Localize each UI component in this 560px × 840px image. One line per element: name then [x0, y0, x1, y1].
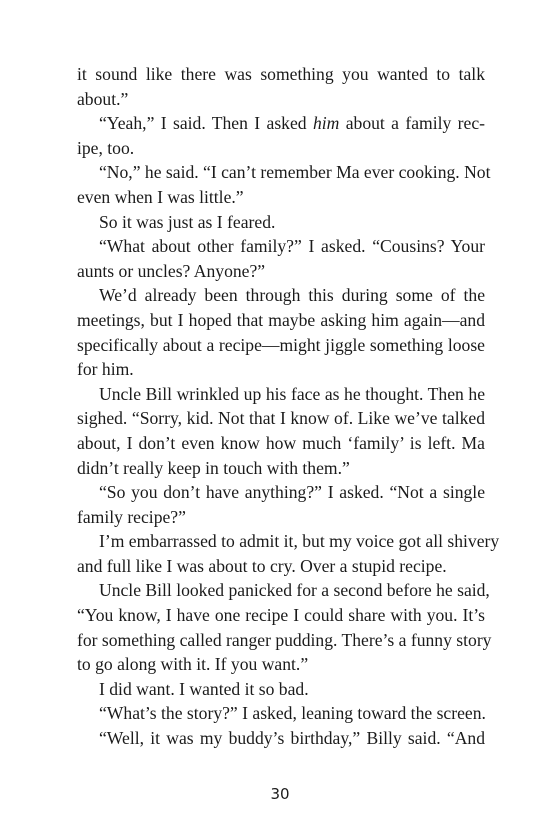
text-line: “What about other family?” I asked. “Cousins? Your: [99, 236, 485, 257]
book-page-body: [77, 62, 500, 751]
text-line: Uncle Bill looked panicked for a second before he said,: [99, 580, 490, 601]
text-line: didn’t really keep in touch with them.”: [77, 457, 350, 478]
text-line: Uncle Bill wrinkled up his face as he thought. Then he: [99, 383, 485, 404]
text-span: about a family rec-: [339, 113, 485, 134]
page-number: 30: [270, 785, 290, 803]
text-line: aunts or uncles? Anyone?”: [77, 260, 266, 281]
text-line: “No,” he said. “I can’t remember Ma ever cooking. Not: [99, 162, 491, 183]
text-line: and full like I was about to cry. Over a stupid recipe.: [77, 555, 447, 576]
text-line: about.”: [77, 88, 129, 109]
text-line: for something called ranger pudding. There’s a funny story: [77, 629, 492, 650]
text-line: sighed. “Sorry, kid. Not that I know of. Like we’ve talked: [77, 408, 485, 429]
text-line: “What’s the story?” I asked, leaning toward the screen.: [99, 703, 486, 724]
text-line: even when I was little.”: [77, 186, 244, 207]
italic-word: him: [312, 113, 340, 134]
text-line: to go along with it. If you want.”: [77, 654, 309, 675]
text-line: about, I don’t even know how much ‘family’ is left. Ma: [77, 432, 485, 453]
text-span: “Yeah,” I said. Then I asked: [99, 113, 313, 134]
text-line: “So you don’t have anything?” I asked. “Not a single: [99, 482, 485, 503]
text-line: it sound like there was something you wanted to talk: [77, 64, 485, 84]
text-line: I’m embarrassed to admit it, but my voice got all shivery: [99, 531, 500, 552]
text-line: “You know, I have one recipe I could share with you. It’s: [77, 605, 485, 626]
text-line: ipe, too.: [77, 137, 135, 158]
text-line: [77, 111, 485, 136]
text-line: I did want. I wanted it so bad.: [99, 678, 309, 699]
text-line: for him.: [77, 359, 134, 380]
text-line: specifically about a recipe—might jiggle something loose: [77, 334, 485, 355]
text-line: family recipe?”: [77, 506, 186, 527]
text-line: We’d already been through this during some of the: [99, 285, 485, 306]
text-line: “Well, it was my buddy’s birthday,” Billy said. “And: [99, 728, 485, 749]
text-line: meetings, but I hoped that maybe asking him again—and: [77, 309, 485, 330]
text-line: So it was just as I feared.: [99, 211, 276, 232]
